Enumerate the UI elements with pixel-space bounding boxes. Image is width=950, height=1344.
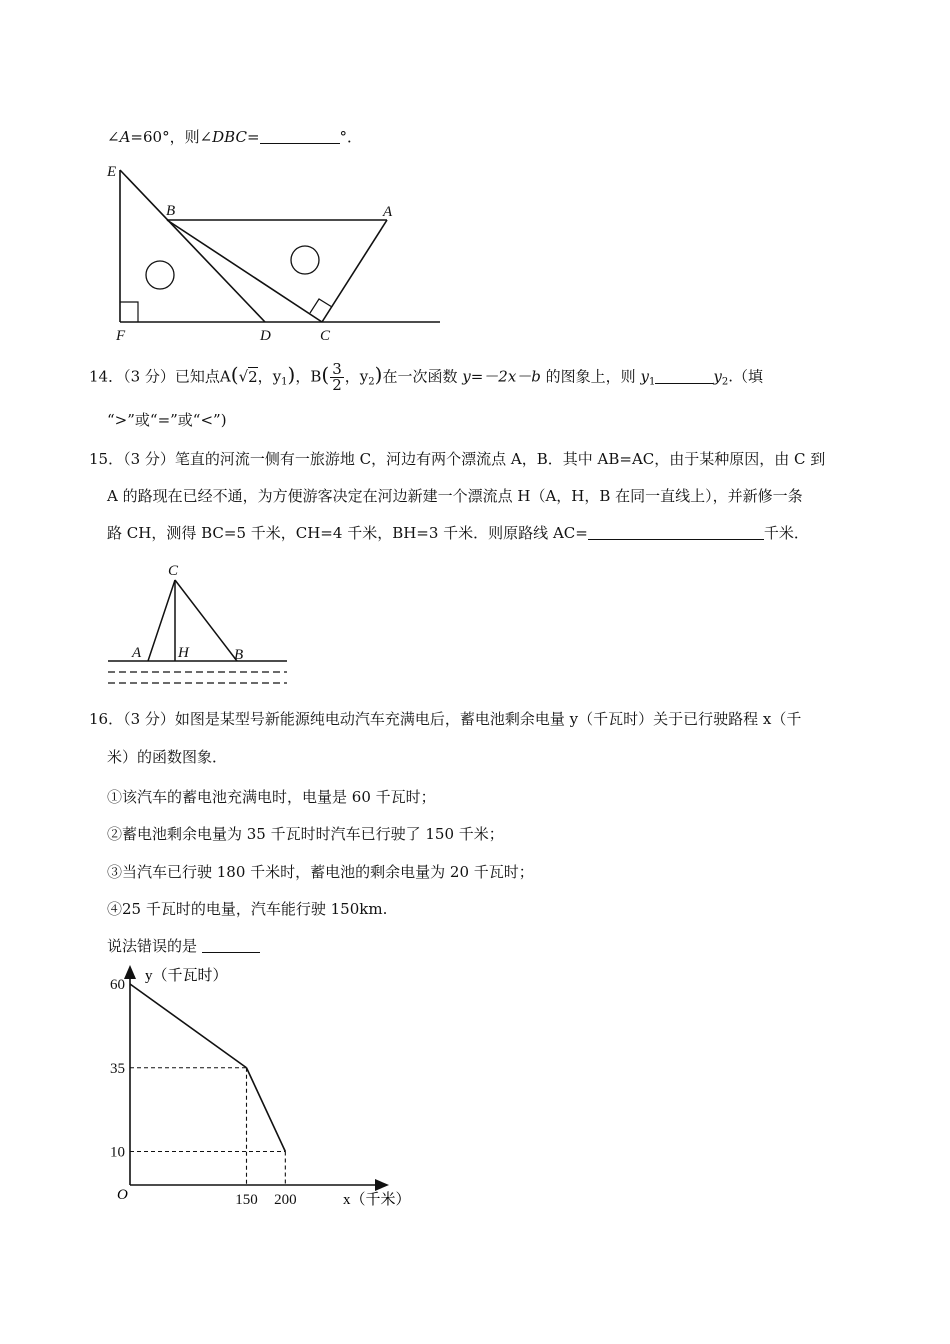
q14-line2: “>”或“=”或“<”) xyxy=(107,411,227,429)
y-tick-label: 10 xyxy=(110,1144,125,1161)
label-f: F xyxy=(116,328,126,344)
label-b: B xyxy=(166,203,176,219)
y-tick-label: 60 xyxy=(110,977,125,993)
y-axis-arrow xyxy=(124,965,136,979)
series-segment-1 xyxy=(130,984,247,1068)
q16-question-text: 说法错误的是 xyxy=(107,937,198,955)
answer-y2: y xyxy=(713,367,722,386)
q16-statement-2: ②蓄电池剩余电量为 35 千瓦时时汽车已行驶了 150 千米； xyxy=(107,825,504,843)
fraction-3-2 xyxy=(330,362,344,393)
q16-answer-blank[interactable] xyxy=(202,938,260,953)
line-bc xyxy=(167,220,322,322)
paren-close: ) xyxy=(287,362,296,387)
answer-y1: y xyxy=(640,367,649,386)
q16-statement-3: ③当汽车已行驶 180 千米时，蓄电池的剩余电量为 20 千瓦时； xyxy=(107,863,534,881)
x-tick-label: 150 xyxy=(235,1192,258,1208)
q14-text-tail: 的图象上，则 xyxy=(545,367,636,386)
paren-open: ( xyxy=(230,362,239,387)
label-c: C xyxy=(168,563,179,579)
q14-answer-blank[interactable] xyxy=(655,369,713,384)
x-tick-label: 200 xyxy=(274,1192,297,1208)
q13-equals: = xyxy=(246,128,260,146)
line-ed xyxy=(120,170,265,322)
y2-label: y xyxy=(359,367,369,386)
angle-dbc-label: DBC xyxy=(212,128,247,146)
q14-line1: 14．（3 分）已知点A(√2，$y_1$)，B( $\frac{3}{2}$ ，$y_2$)在一次函数 y=－2x－b 的图象上，则 $y_1$ $y_2$.（填 xyxy=(89,360,763,394)
q15-figure xyxy=(100,558,295,693)
q16-question xyxy=(107,935,260,956)
sqrt-value: 2 xyxy=(248,367,258,386)
label-d: D xyxy=(260,328,271,344)
label-a: A xyxy=(383,204,393,220)
series-segment-2 xyxy=(247,1068,286,1152)
q14-text-end: .（填 xyxy=(728,367,763,386)
q16-statement-1: ①该汽车的蓄电池充满电时，电量是 60 千瓦时； xyxy=(107,788,436,806)
q15-line3-text: 路 CH，测得 BC=5 千米，CH=4 千米，BH=3 千米．则原路线 AC= xyxy=(107,524,588,542)
frac-numerator: 3 xyxy=(332,360,342,378)
label-h: H xyxy=(178,645,189,661)
line-ca xyxy=(148,580,175,661)
triangle-hole-left xyxy=(146,261,174,289)
angle-symbol: ∠ xyxy=(107,128,120,146)
y2-sub: 2 xyxy=(368,376,375,388)
q15-line1: 15．（3 分）笔直的河流一侧有一旅游地 C，河边有两个漂流点 A，B．其中 AB=AC，由于某种原因，由 C 到 xyxy=(89,450,826,468)
y-axis-label: y（千瓦时） xyxy=(145,968,228,984)
q13-figure xyxy=(100,160,450,345)
point-a-label: A xyxy=(219,367,231,386)
label-a: A xyxy=(132,645,142,661)
q16-statement-4: ④25 千瓦时的电量，汽车能行驶 150km. xyxy=(107,900,388,918)
q16-line1: 16．（3 分）如图是某型号新能源纯电动汽车充满电后，蓄电池剩余电量 y（千瓦时）关于已行驶路程 x（千 xyxy=(89,710,802,728)
x-axis-arrow xyxy=(375,1179,389,1191)
q16-line2: 米）的函数图象． xyxy=(107,748,228,766)
function-expression: y=－2x－b xyxy=(462,367,541,386)
q13-text-mid: =60°，则∠ xyxy=(130,128,213,146)
label-b: B xyxy=(234,647,244,663)
angle-a-label: A xyxy=(119,128,131,146)
paren-close-b: ) xyxy=(374,362,383,387)
y1-sub: 1 xyxy=(281,376,288,388)
origin-label: O xyxy=(117,1187,128,1203)
answer-y2-sub: 2 xyxy=(721,376,729,388)
q13-answer-line xyxy=(107,126,362,147)
q13-answer-blank[interactable] xyxy=(260,129,340,144)
point-b-label: ，B xyxy=(295,367,322,386)
q14-text-mid: 在一次函数 xyxy=(382,367,458,386)
right-angle-f xyxy=(120,302,138,322)
answer-y1-sub: 1 xyxy=(648,376,656,388)
sqrt-symbol: √ xyxy=(238,367,249,386)
label-e: E xyxy=(107,164,117,180)
q15-answer-blank[interactable] xyxy=(588,525,764,540)
y-tick-label: 35 xyxy=(110,1060,125,1077)
q15-unit: 千米． xyxy=(763,524,809,542)
q15-line2: A 的路现在已经不通，为方便游客决定在河边新建一个漂流点 H（A，H，B 在同一直线上），并新修一条 xyxy=(107,487,803,505)
triangle-hole-right xyxy=(291,246,319,274)
q15-line3 xyxy=(107,522,809,543)
paren-open-b: ( xyxy=(321,362,330,387)
label-c: C xyxy=(320,328,331,344)
q13-text-post: °． xyxy=(339,128,363,146)
x-axis-label: x（千米） xyxy=(343,1192,411,1208)
frac-denominator: 2 xyxy=(332,376,342,394)
q14-number: 14．（3 分）已知点 xyxy=(89,367,220,386)
y1-label: y xyxy=(272,367,282,386)
q16-chart xyxy=(95,960,425,1220)
